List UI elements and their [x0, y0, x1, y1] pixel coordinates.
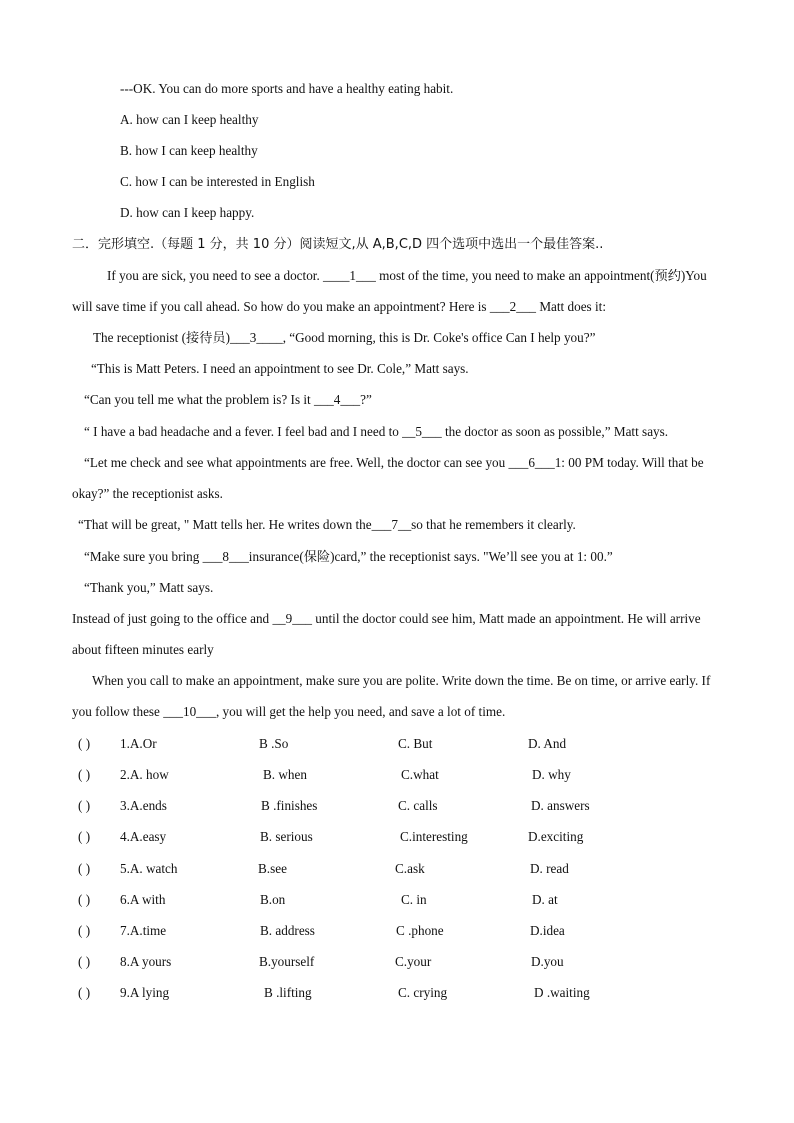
option-b[interactable]: B. serious [260, 829, 313, 844]
option-a[interactable]: 8.A yours [120, 954, 172, 969]
question-row-9 [72, 984, 712, 1002]
prev-option-a: A. how can I keep healthy [120, 112, 259, 127]
option-b[interactable]: B .So [259, 736, 289, 751]
option-a[interactable]: 9.A lying [120, 985, 170, 1000]
option-d[interactable]: D. answers [531, 798, 590, 813]
answer-blank[interactable]: ( ) [78, 892, 91, 907]
option-d[interactable]: D. why [532, 767, 571, 782]
option-d[interactable]: D.you [531, 954, 564, 969]
option-a[interactable]: 7.A.time [120, 923, 167, 938]
option-c[interactable]: C .phone [396, 923, 444, 938]
question-row-6 [72, 891, 712, 909]
answer-blank[interactable]: ( ) [78, 861, 91, 876]
option-a[interactable]: 1.A.Or [120, 736, 157, 751]
option-d[interactable]: D. at [532, 892, 558, 907]
option-b[interactable]: B.yourself [259, 954, 315, 969]
option-a[interactable]: 4.A.easy [120, 829, 167, 844]
answer-blank[interactable]: ( ) [78, 985, 91, 1000]
passage-paragraph-4: “Can you tell me what the problem is? Is it ___4___?” [84, 392, 372, 407]
passage-paragraph-7: “That will be great, " Matt tells her. He writes down the___7__so that he remembers it clearly. [78, 517, 576, 532]
question-row-7 [72, 922, 712, 940]
option-a[interactable]: 5.A. watch [120, 861, 178, 876]
passage-paragraph-1: If you are sick, you need to see a doctor. ____1___ most of the time, you need to make an appointment(预约)You will save time if you call ahead. So how do you make an appointment? Here is ___2___ Matt does it: [72, 268, 707, 314]
question-row-3 [72, 797, 712, 815]
option-c[interactable]: C. in [401, 892, 427, 907]
question-row-2 [72, 766, 712, 784]
option-d[interactable]: D. And [528, 736, 567, 751]
option-d[interactable]: D. read [530, 861, 569, 876]
answer-blank[interactable]: ( ) [78, 829, 91, 844]
prev-option-c: C. how I can be interested in English [120, 174, 315, 189]
option-c[interactable]: C.ask [395, 861, 425, 876]
answer-blank[interactable]: ( ) [78, 736, 91, 751]
answer-blank[interactable]: ( ) [78, 798, 91, 813]
option-c[interactable]: C.interesting [400, 829, 468, 844]
passage-paragraph-3: “This is Matt Peters. I need an appointment to see Dr. Cole,” Matt says. [91, 361, 469, 376]
passage-paragraph-8: “Make sure you bring ___8___insurance(保险)card,” the receptionist says. "We’ll see you at 1: 00.” [84, 549, 613, 564]
passage-paragraph-11: When you call to make an appointment, make sure you are polite. Write down the time. Be on time, or arrive early. If you follow these ___10___, you will get the help you need, and save a lot of time. [72, 673, 711, 719]
option-c[interactable]: C.your [395, 954, 432, 969]
option-b[interactable]: B .finishes [261, 798, 318, 813]
option-c[interactable]: C. But [398, 736, 433, 751]
option-c[interactable]: C.what [401, 767, 439, 782]
section-heading: 二．完形填空.（每题 1 分，共 10 分）阅读短文,从 A,B,C,D 四个选项中选出一个最佳答案.. [72, 237, 604, 252]
question-row-5 [72, 860, 712, 878]
prev-option-b: B. how I can keep healthy [120, 143, 258, 158]
passage-paragraph-2: The receptionist (接待员)___3____, “Good morning, this is Dr. Coke's office Can I help you?” [93, 330, 596, 345]
option-d[interactable]: D.exciting [528, 829, 584, 844]
passage-paragraph-6: “Let me check and see what appointments are free. Well, the doctor can see you ___6___1: 00 PM today. Will that be okay?” the receptionist asks. [72, 455, 704, 501]
option-a[interactable]: 3.A.ends [120, 798, 167, 813]
passage-paragraph-10: Instead of just going to the office and __9___ until the doctor could see him, Matt made an appointment. He will arrive about fifteen minutes early [72, 611, 701, 657]
answer-blank[interactable]: ( ) [78, 954, 91, 969]
option-c[interactable]: C. calls [398, 798, 438, 813]
option-d[interactable]: D .waiting [534, 985, 590, 1000]
question-row-1 [72, 735, 712, 753]
dialogue-answer-line: ---OK. You can do more sports and have a healthy eating habit. [120, 81, 454, 96]
question-row-8 [72, 953, 712, 971]
option-b[interactable]: B.on [260, 892, 286, 907]
answer-blank[interactable]: ( ) [78, 923, 91, 938]
option-b[interactable]: B.see [258, 861, 287, 876]
option-a[interactable]: 6.A with [120, 892, 166, 907]
option-b[interactable]: B .lifting [264, 985, 312, 1000]
question-row-4 [72, 828, 712, 846]
option-c[interactable]: C. crying [398, 985, 448, 1000]
option-b[interactable]: B. when [263, 767, 307, 782]
answer-blank[interactable]: ( ) [78, 767, 91, 782]
passage-paragraph-9: “Thank you,” Matt says. [84, 580, 214, 595]
option-d[interactable]: D.idea [530, 923, 565, 938]
option-b[interactable]: B. address [260, 923, 315, 938]
passage-paragraph-5: “ I have a bad headache and a fever. I feel bad and I need to __5___ the doctor as soon as possible,” Matt says. [84, 424, 669, 439]
prev-option-d: D. how can I keep happy. [120, 205, 255, 220]
option-a[interactable]: 2.A. how [120, 767, 169, 782]
